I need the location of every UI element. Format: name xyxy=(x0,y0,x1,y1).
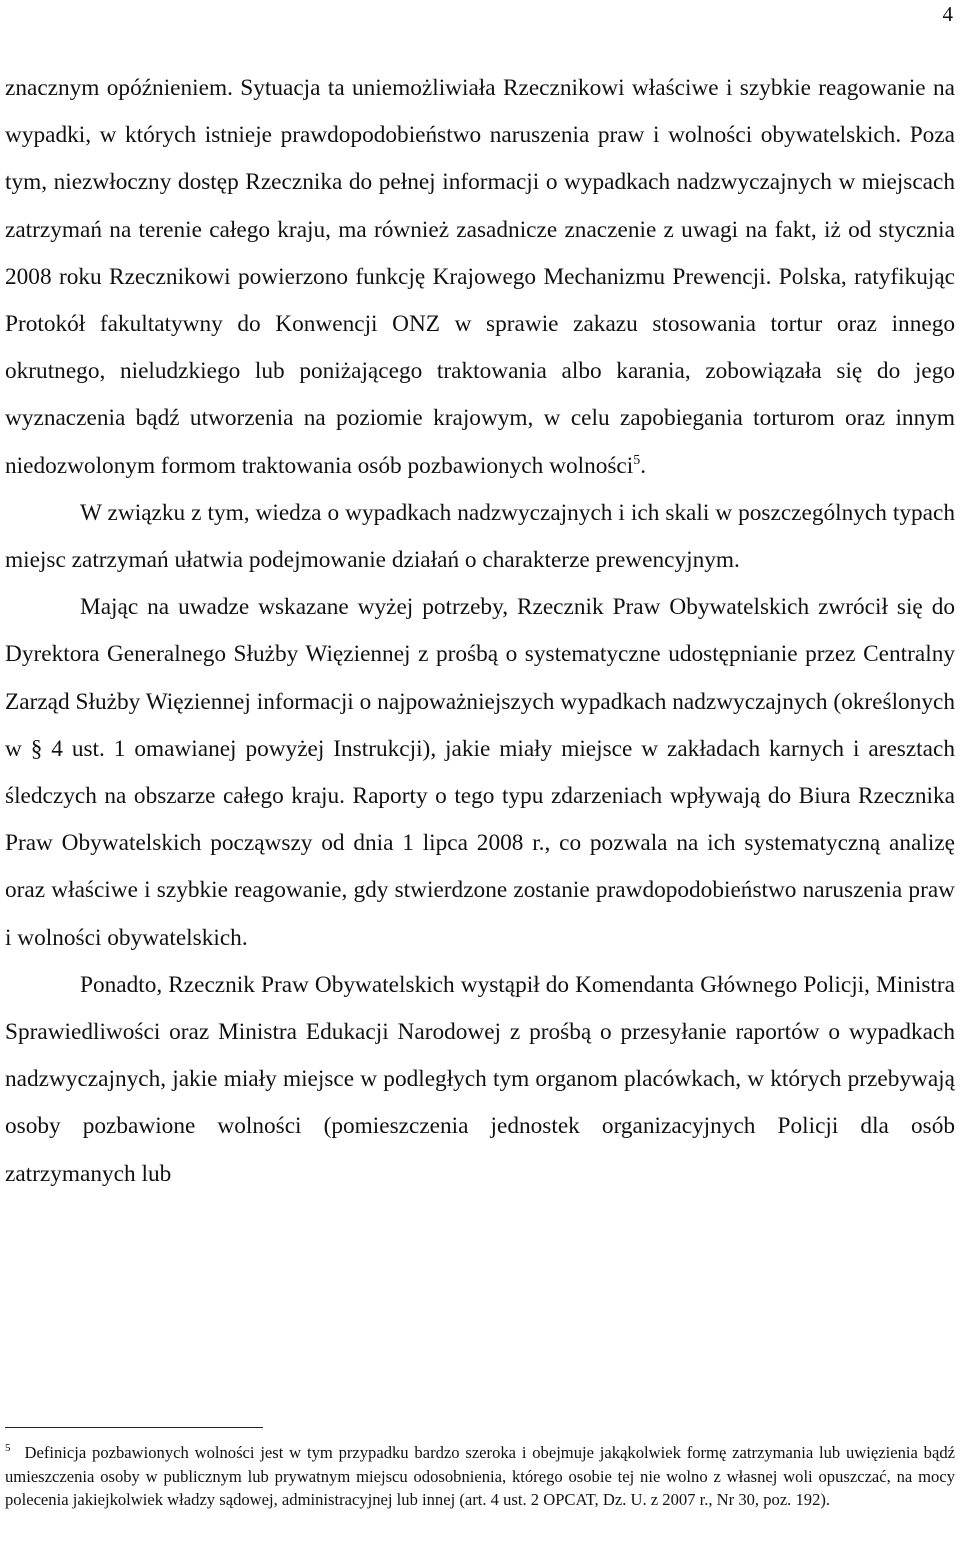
paragraph-4: Ponadto, Rzecznik Praw Obywatelskich wystąpił do Komendanta Głównego Policji, Ministra Sprawiedliwości oraz Ministra Edukacji Narodowej z prośbą o przesyłanie raportów o wypadkach nadzwyczajnych, jakie miały miejsce w podległych tym organom placówkach, w których przebywają osoby pozbawione wolności (pomieszczenia jednostek organizacyjnych Policji dla osób zatrzymanych lub xyxy=(5,971,955,1187)
footnote xyxy=(5,1441,955,1512)
footnote-marker: 5 xyxy=(5,1442,11,1455)
paragraph-1-text: znacznym opóźnieniem. Sytuacja ta uniemożliwiała Rzecznikowi właściwe i szybkie reagowanie na wypadki, w których istnieje prawdopodobieństwo naruszenia praw i wolności obywatelskich. Poza tym, niezwłoczny dostęp Rzecznika do pełnej informacji o wypadkach nadzwyczajnych w miejscach zatrzymań na terenie całego kraju, ma również zasadnicze znaczenie z uwagi na fakt, iż od stycznia 2008 roku Rzecznikowi powierzono funkcję Krajowego Mechanizmu Prewencji. Polska, ratyfikując Protokół fakultatywny do Konwencji ONZ w sprawie zakazu stosowania tortur oraz innego okrutnego, nieludzkiego lub poniżającego traktowania albo karania, zobowiązała się do jego wyznaczenia bądź utworzenia na poziomie krajowym, w celu zapobiegania torturom oraz innym niedozwolonym formom traktowania osób pozbawionych wolności xyxy=(5,75,955,479)
paragraph-1-end: . xyxy=(640,452,647,479)
footnote-text: Definicja pozbawionych wolności jest w tym przypadku bardzo szeroka i obejmuje jakąkolwiek formę zatrzymania lub uwięzienia bądź umieszczenia osoby w publicznym lub prywatnym miejscu odosobnienia, którego osobie tej nie wolno z własnej woli opuszczać, na mocy polecenia jakiejkolwiek władzy sądowej, administracyjnej lub innej (art. 4 ust. 2 OPCAT, Dz. U. z 2007 r., Nr 30, poz. 192). xyxy=(5,1443,955,1509)
page-number: 4 xyxy=(942,2,953,26)
paragraph-3: Mając na uwadze wskazane wyżej potrzeby, Rzecznik Praw Obywatelskich zwrócił się do Dyrektora Generalnego Służby Więziennej z prośbą o systematyczne udostępnianie przez Centralny Zarząd Służby Więziennej informacji o najpoważniejszych wypadkach nadzwyczajnych (określonych w § 4 ust. 1 omawianej powyżej Instrukcji), jakie miały miejsce w zakładach karnych i aresztach śledczych na obszarze całego kraju. Raporty o tego typu zdarzeniach wpływają do Biura Rzecznika Praw Obywatelskich począwszy od dnia 1 lipca 2008 r., co pozwala na ich systematyczną analizę oraz właściwe i szybkie reagowanie, gdy stwierdzone zostanie prawdopodobieństwo naruszenia praw i wolności obywatelskich. xyxy=(5,594,955,951)
footnote-reference: 5 xyxy=(633,452,641,468)
footnote-separator xyxy=(5,1427,263,1428)
paragraph-1 xyxy=(5,65,955,490)
body-text xyxy=(5,65,955,1198)
paragraph-2: W związku z tym, wiedza o wypadkach nadzwyczajnych i ich skali w poszczególnych typach miejsc zatrzymań ułatwia podejmowanie działań o charakterze prewencyjnym. xyxy=(5,499,955,574)
